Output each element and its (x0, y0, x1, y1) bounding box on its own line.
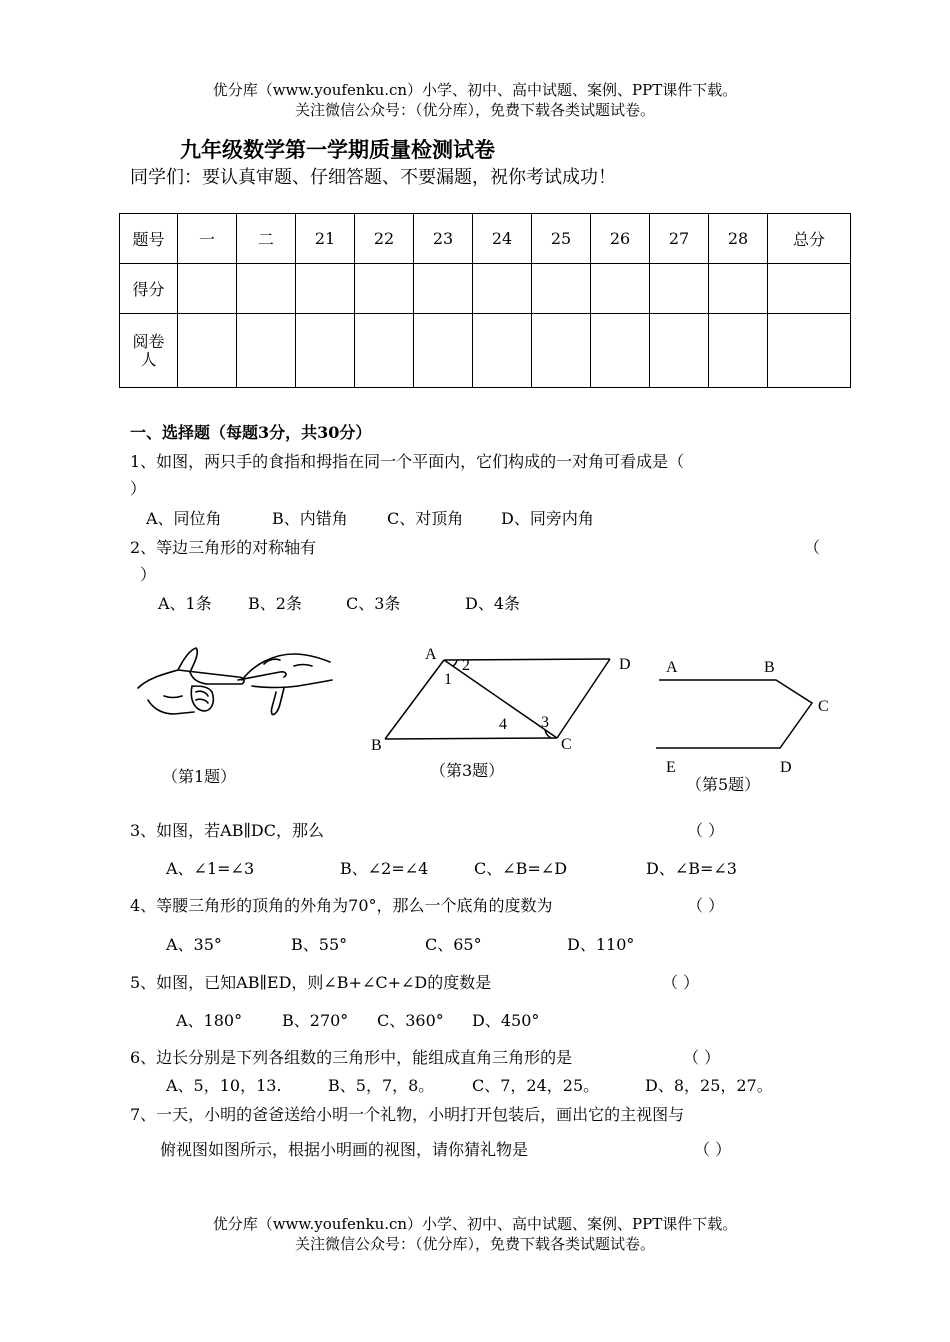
q6-option-d[interactable]: D、8，25，27。 (645, 1076, 773, 1095)
fig3-label-2: 2 (462, 657, 470, 674)
grader-row (120, 314, 851, 388)
q5-option-d[interactable]: D、450° (472, 1011, 540, 1030)
angle-arc-2 (453, 660, 457, 666)
grader-cell[interactable] (650, 314, 709, 388)
question-4: 4、等腰三角形的顶角的外角为70°，那么一个底角的度数为 (130, 896, 553, 915)
q3-option-b[interactable]: B、∠2=∠4 (340, 859, 429, 878)
q4-option-c[interactable]: C、65° (425, 935, 482, 954)
row-header-grader: 阅卷人 (120, 314, 178, 388)
q4-option-b[interactable]: B、55° (291, 935, 348, 954)
fig5-label-A: A (666, 659, 678, 676)
question-4-paren: （ ） (687, 896, 725, 915)
question-5-paren: （ ） (662, 973, 700, 992)
column-header: 一 (178, 214, 237, 264)
question-2-paren-open: （ (804, 538, 821, 557)
q6-option-c[interactable]: C、7，24，25。 (472, 1076, 600, 1095)
column-header: 27 (650, 214, 709, 264)
q6-option-b[interactable]: B、5，7，8。 (328, 1076, 435, 1095)
question-7-paren: （ ） (694, 1140, 732, 1159)
q1-option-a[interactable]: A、同位角 (146, 509, 222, 528)
grader-cell[interactable] (355, 314, 414, 388)
q4-option-a[interactable]: A、35° (166, 935, 222, 954)
column-header: 28 (709, 214, 768, 264)
score-row (120, 264, 851, 314)
segment-BC (385, 738, 557, 739)
polyline-ABCDE (656, 680, 812, 748)
question-2-paren-close: ） (140, 565, 157, 584)
score-table (119, 213, 851, 388)
figure-3-caption: （第3题） (430, 761, 505, 780)
footer-line-2: 关注微信公众号：（优分库），免费下载各类试题试卷。 (294, 1235, 655, 1253)
question-7-line-2: 俯视图如图所示，根据小明画的视图，请你猜礼物是 (160, 1140, 529, 1159)
question-1: 1、如图，两只手的食指和拇指在同一个平面内，它们构成的一对角可看成是（ (130, 452, 685, 471)
q3-option-a[interactable]: A、∠1=∠3 (166, 859, 255, 878)
figure-5-parallel-lines (650, 650, 840, 780)
q2-option-d[interactable]: D、4条 (465, 594, 521, 613)
page-title: 九年级数学第一学期质量检测试卷 (180, 137, 495, 162)
column-header: 23 (414, 214, 473, 264)
score-cell[interactable] (178, 264, 237, 314)
question-2: 2、等边三角形的对称轴有 (130, 538, 317, 557)
grader-cell[interactable] (296, 314, 355, 388)
column-header-total: 总分 (768, 214, 851, 264)
column-header: 24 (473, 214, 532, 264)
figure-1-hands (134, 640, 339, 725)
q4-option-d[interactable]: D、110° (567, 935, 635, 954)
q1-option-c[interactable]: C、对顶角 (387, 509, 464, 528)
score-cell[interactable] (473, 264, 532, 314)
grader-cell[interactable] (532, 314, 591, 388)
grader-cell[interactable] (709, 314, 768, 388)
q6-option-a[interactable]: A、5，10，13. (166, 1076, 282, 1095)
fig3-label-A: A (425, 646, 437, 663)
fig5-label-D: D (780, 759, 792, 776)
fig3-label-3: 3 (541, 714, 549, 731)
fig3-label-C: C (561, 736, 572, 753)
column-header: 22 (355, 214, 414, 264)
grader-cell[interactable] (768, 314, 851, 388)
q2-option-a[interactable]: A、1条 (158, 594, 212, 613)
greeting: 同学们：要认真审题、仔细答题、不要漏题，祝你考试成功！ (130, 167, 616, 188)
question-5: 5、如图，已知AB∥ED，则∠B+∠C+∠D的度数是 (130, 973, 492, 992)
q2-option-c[interactable]: C、3条 (346, 594, 401, 613)
score-cell[interactable] (650, 264, 709, 314)
score-cell[interactable] (296, 264, 355, 314)
fig3-label-D: D (619, 656, 631, 673)
score-cell[interactable] (709, 264, 768, 314)
segment-DC (557, 659, 610, 738)
row-header-question-number: 题号 (120, 214, 178, 264)
column-header: 二 (237, 214, 296, 264)
q5-option-b[interactable]: B、270° (282, 1011, 349, 1030)
q3-option-c[interactable]: C、∠B=∠D (474, 859, 568, 878)
column-header: 26 (591, 214, 650, 264)
score-cell[interactable] (532, 264, 591, 314)
question-6: 6、边长分别是下列各组数的三角形中，能组成直角三角形的是 (130, 1048, 573, 1067)
figure-1-caption: （第1题） (162, 767, 237, 786)
score-cell[interactable] (414, 264, 473, 314)
question-3-paren: （ ） (687, 821, 725, 840)
fig3-label-1: 1 (444, 671, 452, 688)
question-1-paren: ） (130, 479, 147, 498)
score-cell[interactable] (768, 264, 851, 314)
q1-option-b[interactable]: B、内错角 (272, 509, 348, 528)
figure-5-caption: （第5题） (686, 775, 761, 794)
q2-option-b[interactable]: B、2条 (248, 594, 302, 613)
grader-cell[interactable] (473, 314, 532, 388)
grader-cell[interactable] (414, 314, 473, 388)
fig5-label-C: C (818, 698, 829, 715)
fig5-label-E: E (666, 759, 676, 776)
fig3-label-B: B (371, 737, 382, 754)
grader-cell[interactable] (591, 314, 650, 388)
q5-option-a[interactable]: A、180° (176, 1011, 243, 1030)
score-cell[interactable] (355, 264, 414, 314)
header-line-1: 优分库（www.youfenku.cn）小学、初中、高中试题、案例、PPT课件下载。 (212, 81, 738, 99)
header-line-2: 关注微信公众号：（优分库），免费下载各类试题试卷。 (294, 101, 655, 119)
segment-AB (385, 660, 444, 739)
score-cell[interactable] (591, 264, 650, 314)
question-3: 3、如图，若AB∥DC，那么 (130, 821, 324, 840)
q5-option-c[interactable]: C、360° (377, 1011, 444, 1030)
fig5-label-B: B (764, 659, 775, 676)
q1-option-d[interactable]: D、同旁内角 (501, 509, 594, 528)
question-6-paren: （ ） (683, 1048, 721, 1067)
column-header: 25 (532, 214, 591, 264)
q3-option-d[interactable]: D、∠B=∠3 (646, 859, 737, 878)
fig3-label-4: 4 (499, 716, 507, 733)
column-header: 21 (296, 214, 355, 264)
row-header-score: 得分 (120, 264, 178, 314)
grader-cell[interactable] (178, 314, 237, 388)
question-7-line-1: 7、一天，小明的爸爸送给小明一个礼物，小明打开包装后，画出它的主视图与 (130, 1105, 685, 1124)
grader-cell[interactable] (237, 314, 296, 388)
score-cell[interactable] (237, 264, 296, 314)
footer-line-1: 优分库（www.youfenku.cn）小学、初中、高中试题、案例、PPT课件下载。 (212, 1215, 738, 1233)
figure-3-parallelogram (365, 640, 645, 760)
section-heading: 一、选择题（每题3分，共30分） (130, 423, 372, 442)
score-table-header-row (120, 214, 851, 264)
